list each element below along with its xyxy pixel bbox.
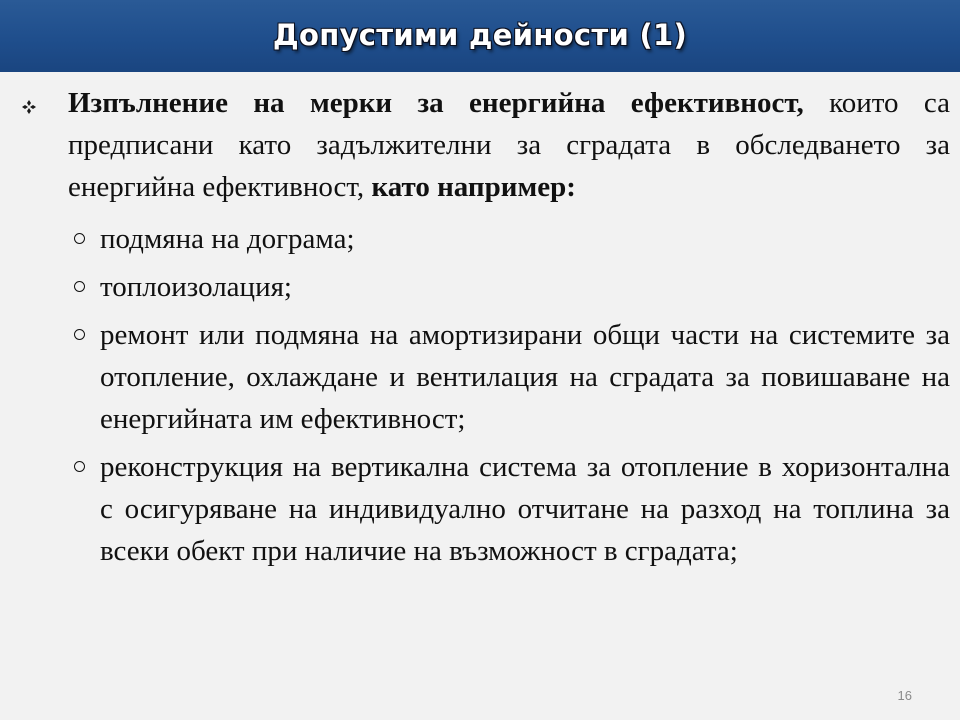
sub-item: ремонт или подмяна на амортизирани общи части на системите за отопление, охлаждане и вентилация на сградата за повишаване на енергийната им ефективност;	[100, 319, 950, 435]
sub-item: реконструкция на вертикална система за отопление в хоризонтална с осигуряване на индивидуално отчитане на разход на топлина за всеки обект при наличие на възможност в сградата;	[100, 451, 950, 567]
main-bullet-text	[68, 82, 950, 208]
circle-bullet-icon	[74, 218, 90, 260]
circle-bullet-icon	[74, 266, 90, 308]
main-bold-start: Изпълнение на мерки за енергийна ефективност,	[68, 87, 804, 119]
page-number: 16	[897, 688, 912, 703]
circle-bullet-icon	[74, 446, 90, 488]
title-bar	[0, 0, 960, 72]
diamond-bullet-icon	[22, 100, 36, 114]
sub-item: подмяна на дограма;	[100, 223, 355, 255]
main-bold-end: като например:	[371, 171, 576, 203]
sub-item: топлоизолация;	[100, 271, 292, 303]
slide-title: Допустими дейности (1)	[272, 18, 688, 52]
circle-bullet-icon	[74, 314, 90, 356]
main-text-middle: които са предписани като задължителни за сградата в обследването за енергийна ефективност,	[68, 87, 950, 203]
